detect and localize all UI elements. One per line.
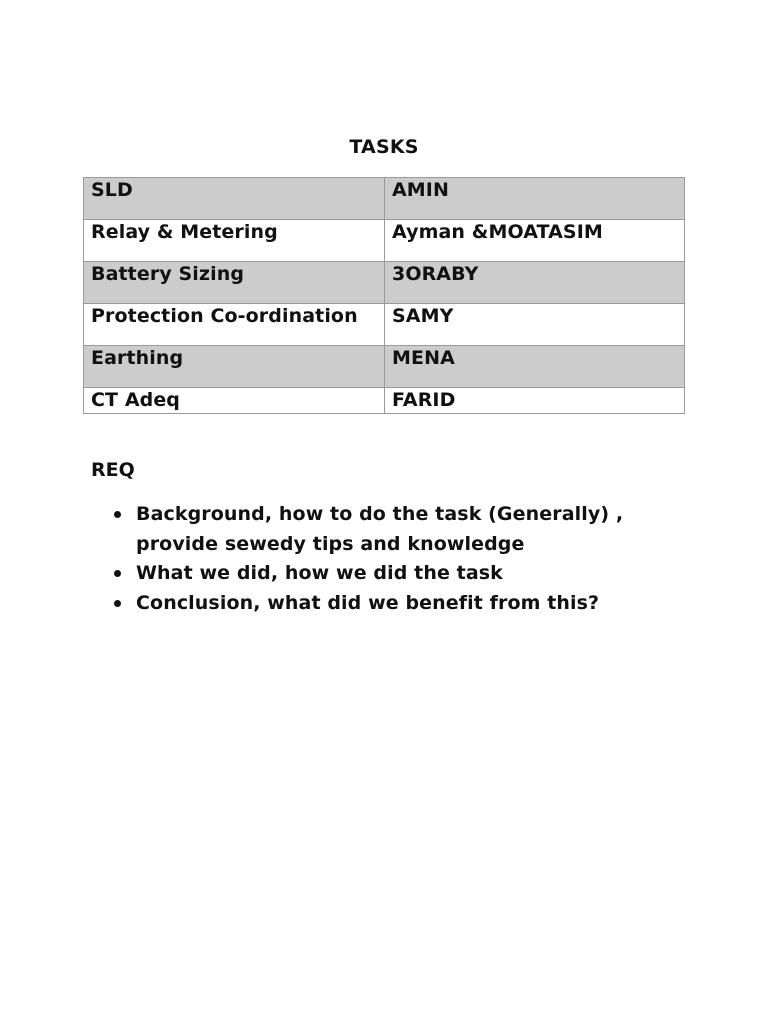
assignee-cell: 3ORABY — [385, 262, 685, 304]
table-row — [84, 262, 685, 304]
table-row — [84, 346, 685, 388]
task-cell: CT Adeq — [84, 388, 385, 414]
assignee-cell: AMIN — [385, 178, 685, 220]
assignee-cell: FARID — [385, 388, 685, 414]
table-row — [84, 178, 685, 220]
list-item-text: What we did, how we did the task — [136, 562, 503, 584]
assignee-cell: MENA — [385, 346, 685, 388]
bullet-icon — [114, 570, 121, 577]
bullet-icon — [114, 511, 121, 518]
bullet-icon — [114, 600, 121, 607]
task-cell: Protection Co-ordination — [84, 304, 385, 346]
assignee-cell: Ayman &MOATASIM — [385, 220, 685, 262]
page-title: TASKS — [349, 136, 419, 158]
task-cell: Battery Sizing — [84, 262, 385, 304]
table-row — [84, 388, 685, 414]
list-item-text: Conclusion, what did we benefit from this? — [136, 591, 600, 614]
assignee-cell: SAMY — [385, 304, 685, 346]
task-cell: SLD — [84, 178, 385, 220]
task-cell: Earthing — [84, 346, 385, 388]
list-item — [91, 559, 651, 589]
list-item — [91, 589, 651, 619]
req-heading: REQ — [91, 459, 135, 481]
task-cell: Relay & Metering — [84, 220, 385, 262]
table-row — [84, 220, 685, 262]
tasks-table — [83, 177, 685, 414]
list-item-text: Background, how to do the task (Generally) , provide sewedy tips and knowledge — [136, 503, 624, 555]
req-list — [91, 500, 651, 618]
list-item — [91, 500, 651, 559]
table-row — [84, 304, 685, 346]
